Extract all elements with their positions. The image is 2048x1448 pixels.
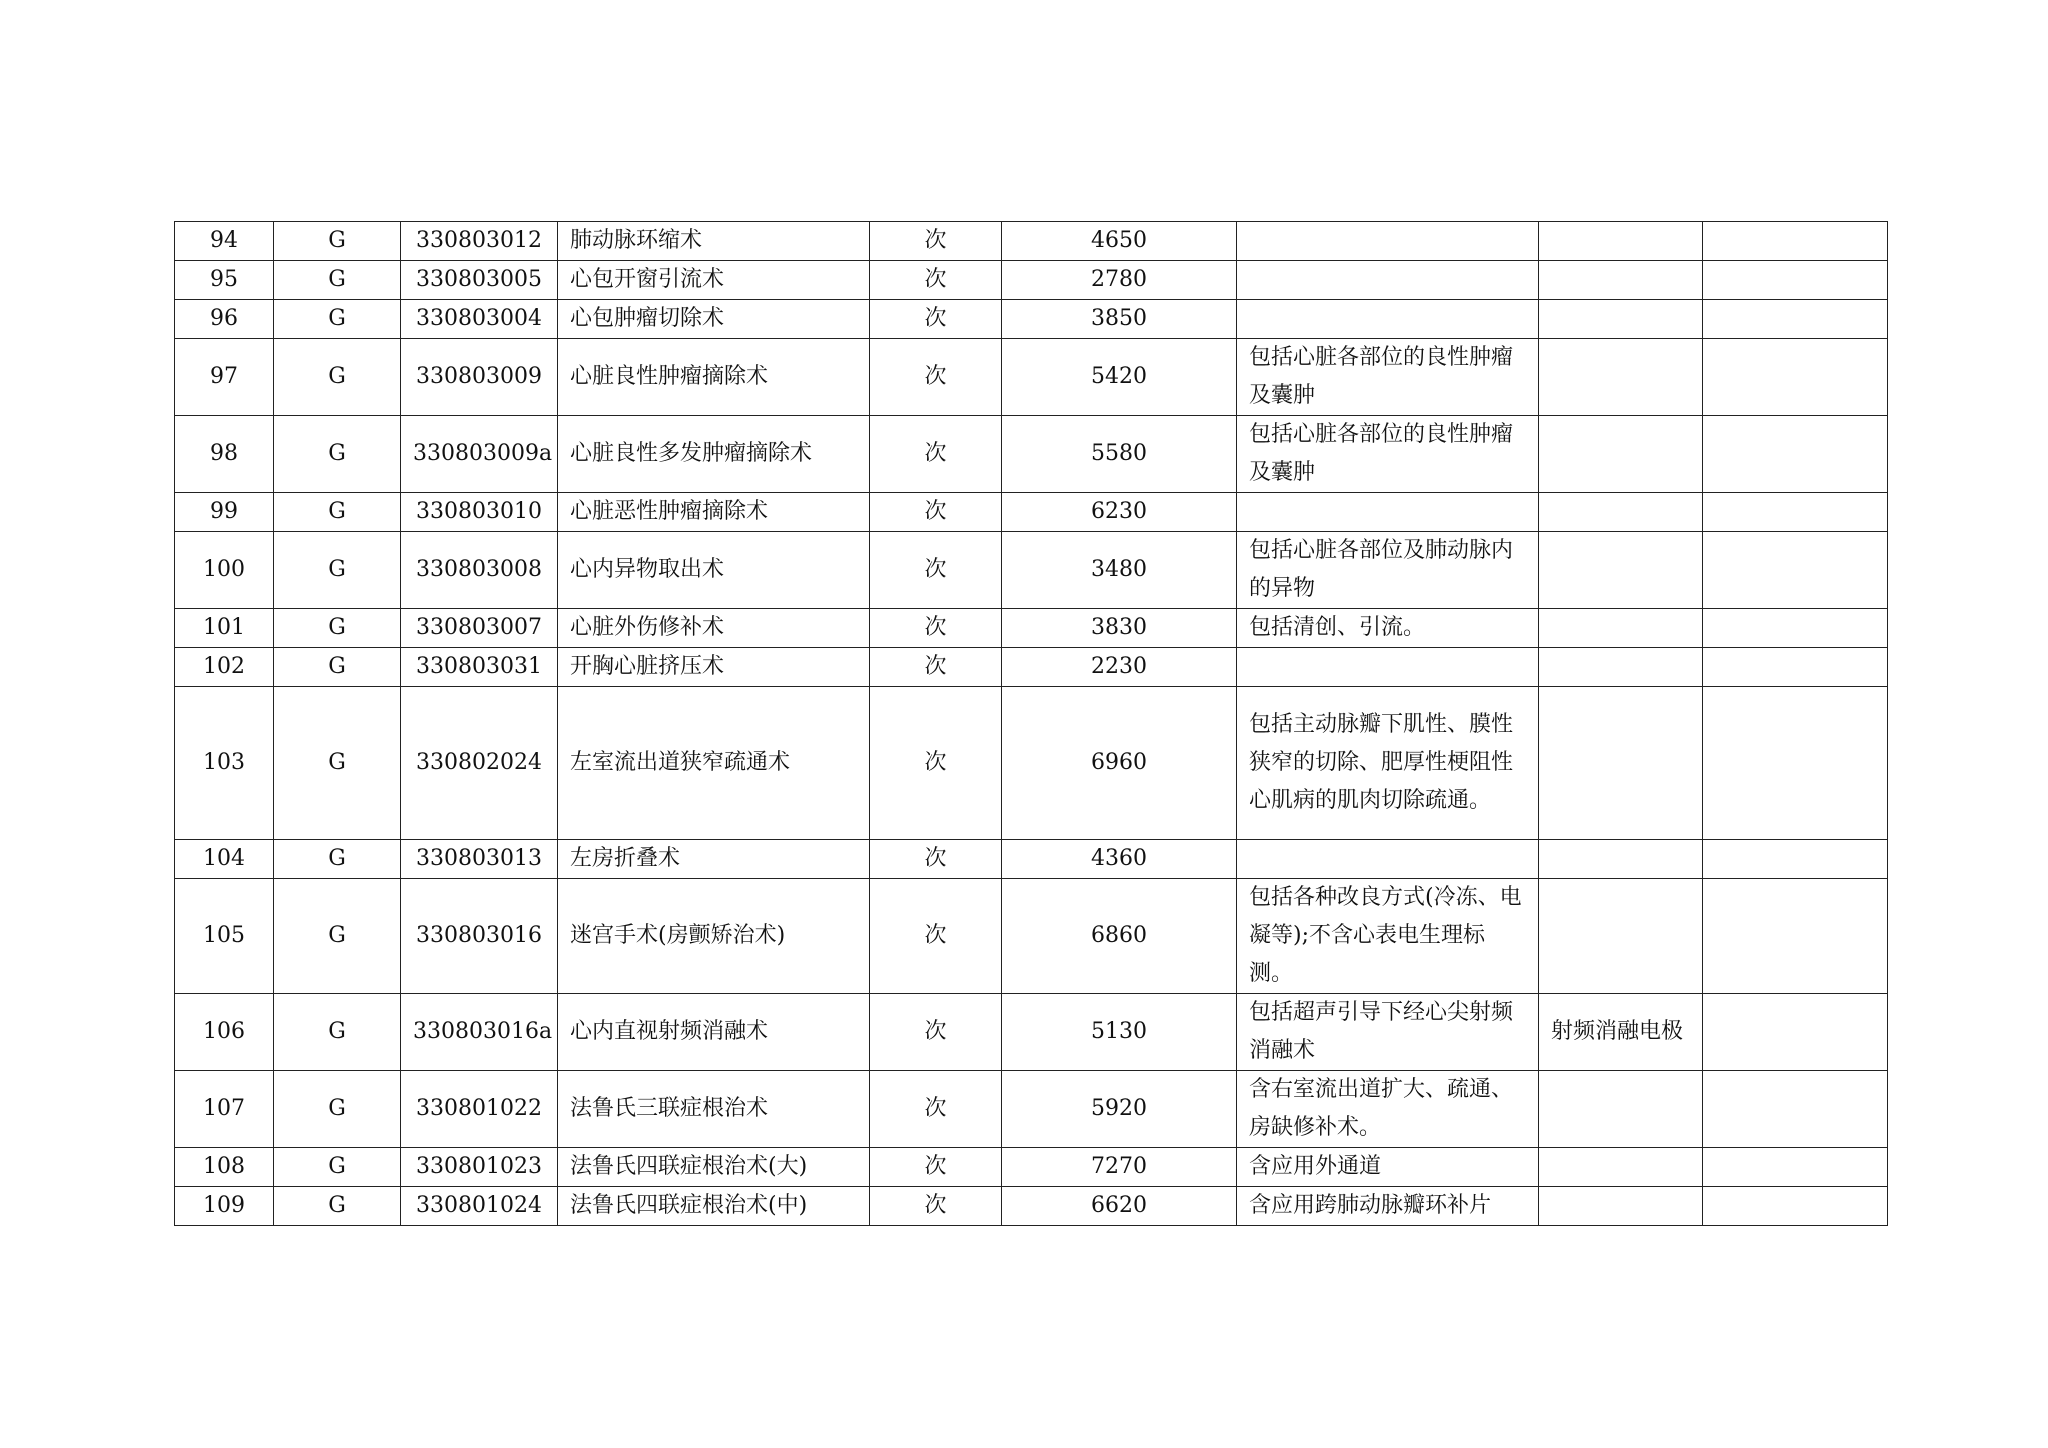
row-name: 左房折叠术 <box>558 840 870 879</box>
row-content <box>1237 261 1539 300</box>
row-category: G <box>274 1071 401 1148</box>
row-unit: 次 <box>870 1071 1002 1148</box>
row-unit: 次 <box>870 1148 1002 1187</box>
row-name: 心脏外伤修补术 <box>558 609 870 648</box>
table-row <box>175 687 1888 840</box>
row-content: 含右室流出道扩大、疏通、房缺修补术。 <box>1237 1071 1539 1148</box>
row-notes <box>1703 994 1888 1071</box>
row-content: 包括超声引导下经心尖射频消融术 <box>1237 994 1539 1071</box>
row-price: 5580 <box>1002 416 1237 493</box>
row-unit: 次 <box>870 994 1002 1071</box>
row-name: 心内直视射频消融术 <box>558 994 870 1071</box>
row-unit: 次 <box>870 879 1002 994</box>
row-seq: 101 <box>175 609 274 648</box>
row-seq: 106 <box>175 994 274 1071</box>
row-name: 心脏恶性肿瘤摘除术 <box>558 493 870 532</box>
row-content <box>1237 648 1539 687</box>
row-notes <box>1703 840 1888 879</box>
row-price: 6620 <box>1002 1187 1237 1226</box>
row-excluded <box>1539 416 1703 493</box>
row-notes <box>1703 648 1888 687</box>
row-price: 2780 <box>1002 261 1237 300</box>
row-price: 5420 <box>1002 339 1237 416</box>
row-excluded <box>1539 609 1703 648</box>
row-content: 包括心脏各部位的良性肿瘤及囊肿 <box>1237 416 1539 493</box>
row-code: 330803008 <box>401 532 558 609</box>
fee-table <box>174 221 1888 1226</box>
row-notes <box>1703 879 1888 994</box>
table-row <box>175 261 1888 300</box>
row-excluded <box>1539 879 1703 994</box>
row-code: 330801024 <box>401 1187 558 1226</box>
row-category: G <box>274 648 401 687</box>
row-content: 包括心脏各部位的良性肿瘤及囊肿 <box>1237 339 1539 416</box>
row-unit: 次 <box>870 609 1002 648</box>
table-row <box>175 648 1888 687</box>
row-category: G <box>274 532 401 609</box>
row-seq: 109 <box>175 1187 274 1226</box>
row-category: G <box>274 261 401 300</box>
table-row <box>175 222 1888 261</box>
row-price: 7270 <box>1002 1148 1237 1187</box>
row-content: 包括主动脉瓣下肌性、膜性狭窄的切除、肥厚性梗阻性心肌病的肌肉切除疏通。 <box>1237 687 1539 840</box>
row-content: 包括各种改良方式(冷冻、电凝等);不含心表电生理标测。 <box>1237 879 1539 994</box>
table-row <box>175 879 1888 994</box>
row-unit: 次 <box>870 687 1002 840</box>
row-seq: 99 <box>175 493 274 532</box>
row-code: 330803016 <box>401 879 558 994</box>
row-code: 330803009a <box>401 416 558 493</box>
row-code: 330803007 <box>401 609 558 648</box>
row-code: 330803010 <box>401 493 558 532</box>
row-category: G <box>274 879 401 994</box>
row-excluded <box>1539 687 1703 840</box>
row-notes <box>1703 222 1888 261</box>
table-row <box>175 339 1888 416</box>
table-row <box>175 994 1888 1071</box>
row-category: G <box>274 840 401 879</box>
row-unit: 次 <box>870 840 1002 879</box>
table-row <box>175 609 1888 648</box>
row-unit: 次 <box>870 532 1002 609</box>
row-code: 330803005 <box>401 261 558 300</box>
row-notes <box>1703 1071 1888 1148</box>
row-price: 3830 <box>1002 609 1237 648</box>
row-excluded <box>1539 1187 1703 1226</box>
table-row <box>175 300 1888 339</box>
row-unit: 次 <box>870 416 1002 493</box>
row-seq: 102 <box>175 648 274 687</box>
row-unit: 次 <box>870 493 1002 532</box>
row-excluded <box>1539 648 1703 687</box>
row-content: 含应用跨肺动脉瓣环补片 <box>1237 1187 1539 1226</box>
row-notes <box>1703 609 1888 648</box>
row-content <box>1237 300 1539 339</box>
row-content: 含应用外通道 <box>1237 1148 1539 1187</box>
table-row <box>175 416 1888 493</box>
row-name: 法鲁氏三联症根治术 <box>558 1071 870 1148</box>
row-unit: 次 <box>870 648 1002 687</box>
row-code: 330803009 <box>401 339 558 416</box>
table-row <box>175 840 1888 879</box>
row-code: 330801023 <box>401 1148 558 1187</box>
table-row <box>175 532 1888 609</box>
row-price: 3850 <box>1002 300 1237 339</box>
row-notes <box>1703 493 1888 532</box>
row-name: 迷宫手术(房颤矫治术) <box>558 879 870 994</box>
row-notes <box>1703 687 1888 840</box>
row-code: 330803031 <box>401 648 558 687</box>
row-seq: 100 <box>175 532 274 609</box>
row-seq: 108 <box>175 1148 274 1187</box>
row-unit: 次 <box>870 300 1002 339</box>
row-price: 4650 <box>1002 222 1237 261</box>
row-category: G <box>274 416 401 493</box>
row-content: 包括清创、引流。 <box>1237 609 1539 648</box>
table-row <box>175 1071 1888 1148</box>
row-category: G <box>274 609 401 648</box>
row-category: G <box>274 1187 401 1226</box>
row-excluded <box>1539 840 1703 879</box>
row-name: 肺动脉环缩术 <box>558 222 870 261</box>
row-category: G <box>274 300 401 339</box>
row-excluded <box>1539 222 1703 261</box>
row-notes <box>1703 339 1888 416</box>
row-seq: 94 <box>175 222 274 261</box>
row-seq: 104 <box>175 840 274 879</box>
row-content <box>1237 840 1539 879</box>
row-category: G <box>274 994 401 1071</box>
row-notes <box>1703 416 1888 493</box>
row-code: 330802024 <box>401 687 558 840</box>
row-unit: 次 <box>870 261 1002 300</box>
row-name: 法鲁氏四联症根治术(大) <box>558 1148 870 1187</box>
row-seq: 97 <box>175 339 274 416</box>
row-unit: 次 <box>870 1187 1002 1226</box>
row-code: 330801022 <box>401 1071 558 1148</box>
row-name: 心脏良性肿瘤摘除术 <box>558 339 870 416</box>
row-excluded: 射频消融电极 <box>1539 994 1703 1071</box>
row-code: 330803016a <box>401 994 558 1071</box>
row-unit: 次 <box>870 339 1002 416</box>
row-notes <box>1703 300 1888 339</box>
row-name: 左室流出道狭窄疏通术 <box>558 687 870 840</box>
row-content <box>1237 222 1539 261</box>
table-row <box>175 1187 1888 1226</box>
row-name: 开胸心脏挤压术 <box>558 648 870 687</box>
row-code: 330803012 <box>401 222 558 261</box>
table-row <box>175 1148 1888 1187</box>
row-category: G <box>274 222 401 261</box>
row-unit: 次 <box>870 222 1002 261</box>
row-notes <box>1703 261 1888 300</box>
row-price: 6960 <box>1002 687 1237 840</box>
row-name: 心内异物取出术 <box>558 532 870 609</box>
row-notes <box>1703 532 1888 609</box>
row-seq: 98 <box>175 416 274 493</box>
row-seq: 105 <box>175 879 274 994</box>
row-excluded <box>1539 1071 1703 1148</box>
row-excluded <box>1539 339 1703 416</box>
row-seq: 96 <box>175 300 274 339</box>
row-notes <box>1703 1187 1888 1226</box>
row-excluded <box>1539 493 1703 532</box>
row-name: 心包肿瘤切除术 <box>558 300 870 339</box>
row-price: 6860 <box>1002 879 1237 994</box>
row-price: 5920 <box>1002 1071 1237 1148</box>
row-code: 330803013 <box>401 840 558 879</box>
row-excluded <box>1539 1148 1703 1187</box>
row-price: 2230 <box>1002 648 1237 687</box>
row-notes <box>1703 1148 1888 1187</box>
row-price: 5130 <box>1002 994 1237 1071</box>
row-excluded <box>1539 532 1703 609</box>
row-name: 心包开窗引流术 <box>558 261 870 300</box>
row-seq: 95 <box>175 261 274 300</box>
row-content: 包括心脏各部位及肺动脉内的异物 <box>1237 532 1539 609</box>
row-category: G <box>274 339 401 416</box>
row-excluded <box>1539 300 1703 339</box>
row-name: 心脏良性多发肿瘤摘除术 <box>558 416 870 493</box>
row-name: 法鲁氏四联症根治术(中) <box>558 1187 870 1226</box>
row-code: 330803004 <box>401 300 558 339</box>
row-category: G <box>274 687 401 840</box>
table-row <box>175 493 1888 532</box>
row-content <box>1237 493 1539 532</box>
fee-table-body <box>175 222 1888 1226</box>
row-seq: 103 <box>175 687 274 840</box>
row-price: 3480 <box>1002 532 1237 609</box>
row-seq: 107 <box>175 1071 274 1148</box>
row-price: 6230 <box>1002 493 1237 532</box>
row-price: 4360 <box>1002 840 1237 879</box>
row-category: G <box>274 1148 401 1187</box>
row-excluded <box>1539 261 1703 300</box>
row-category: G <box>274 493 401 532</box>
